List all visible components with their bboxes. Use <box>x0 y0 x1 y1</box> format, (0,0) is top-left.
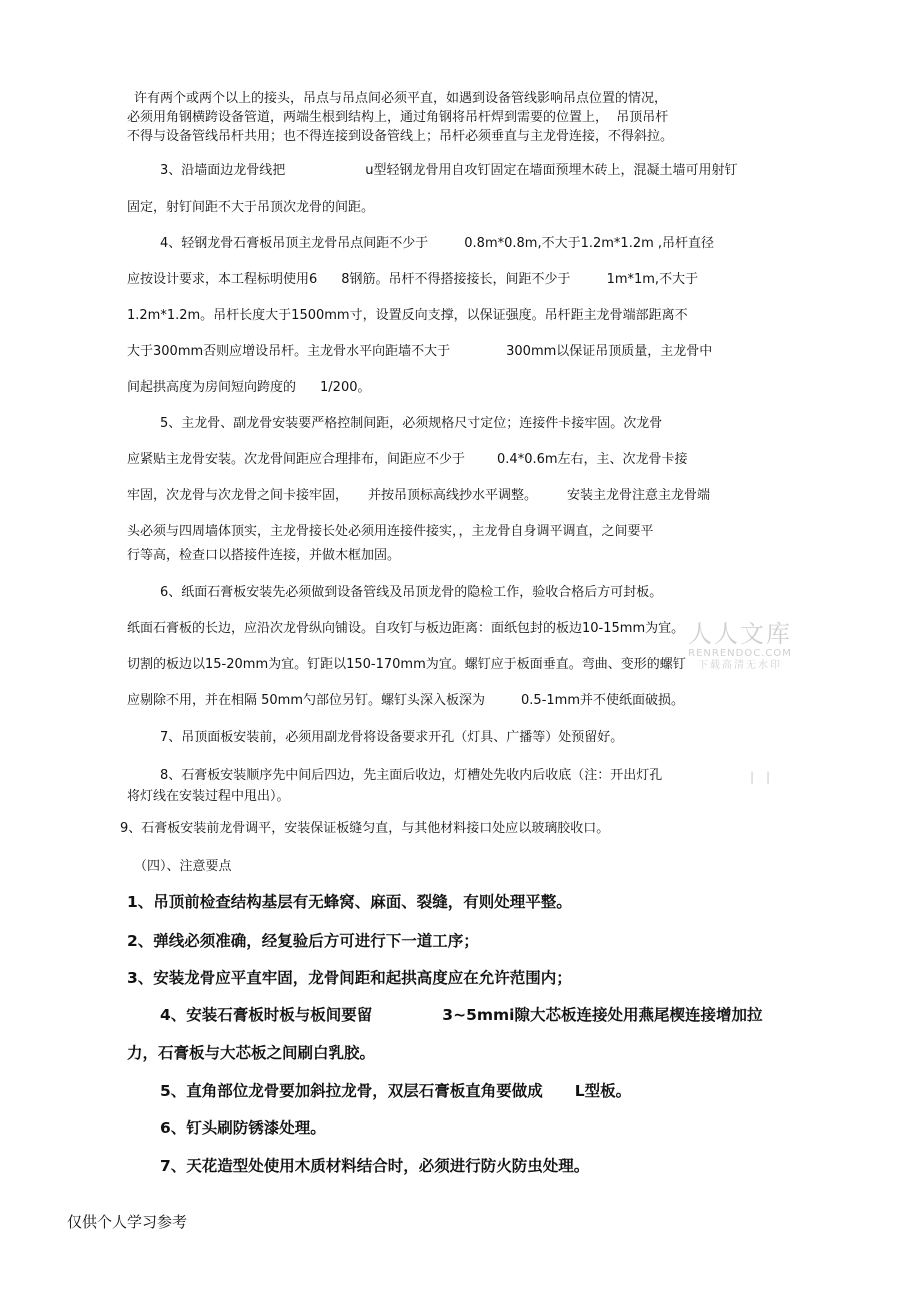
body-line: 间起拱高度为房间短向跨度的 1/200。 <box>127 380 371 395</box>
body-line: 4、轻钢龙骨石膏板吊顶主龙骨吊点间距不少于 0.8m*0.8m,不大于1.2m*1.2m ,吊杆直径 <box>160 236 715 251</box>
body-line: 9、石膏板安装前龙骨调平，安装保证板缝匀直，与其他材料接口处应以玻璃胶收口。 <box>120 821 610 836</box>
body-line: 5、主龙骨、副龙骨安装要严格控制间距，必须规格尺寸定位；连接件卡接牢固。次龙骨 <box>160 416 663 431</box>
key-point: 7、天花造型处使用木质材料结合时，必须进行防火防虫处理。 <box>160 1157 590 1175</box>
key-point: 2、弹线必须准确，经复验后方可进行下一道工序； <box>127 932 479 950</box>
body-line: 固定，射钉间距不大于吊顶次龙骨的间距。 <box>127 200 375 215</box>
key-point: 5、直角部位龙骨要加斜拉龙骨，双层石膏板直角要做成 L型板。 <box>160 1082 632 1100</box>
body-line: 将灯线在安装过程中甩出）。 <box>127 789 290 804</box>
key-point: 1、吊顶前检查结构基层有无蜂窝、麻面、裂缝，有则处理平整。 <box>127 893 572 911</box>
body-line: 3、沿墙面边龙骨线把 u型轻钢龙骨用自攻钉固定在墙面预埋木砖上，混凝土墙可用射钉 <box>160 163 738 178</box>
body-line: 8、石膏板安装顺序先中间后四边，先主面后收边，灯槽处先收内后收底（注：开出灯孔 <box>160 768 663 783</box>
body-line: 牢固，次龙骨与次龙骨之间卡接牢固， 并按吊顶标高线抄水平调整。 安装主龙骨注意主龙骨端 <box>127 488 711 503</box>
watermark <box>680 620 800 672</box>
key-point: 3、安装龙骨应平直牢固，龙骨间距和起拱高度应在允许范围内； <box>127 969 572 987</box>
key-point: 4、安装石膏板时板与板间要留 3~5mmi隙大芯板连接处用燕尾楔连接增加拉 <box>160 1006 763 1024</box>
body-line: 不得与设备管线吊杆共用；也不得连接到设备管线上；吊杆必须垂直与主龙骨连接，不得斜拉。 <box>127 129 674 144</box>
body-line: 大于300mm否则应增设吊杆。主龙骨水平向距墙不大于 300mm以保证吊顶质量，主龙骨中 <box>127 344 713 359</box>
section-heading: （四）、注意要点 <box>134 859 232 874</box>
body-line: 许有两个或两个以上的接头，吊点与吊点间必须平直，如遇到设备管线影响吊点位置的情况， <box>134 91 668 106</box>
key-point: 力，石膏板与大芯板之间刷白乳胶。 <box>127 1044 376 1062</box>
body-line: 切割的板边以15-20mm为宜。钉距以150-170mm为宜。螺钉应于板面垂直。弯曲、变形的螺钉 <box>127 657 686 672</box>
body-line: 应按设计要求，本工程标明使用6 8钢筋。吊杆不得搭接接长，间距不少于 1m*1m,不大于 <box>127 272 699 287</box>
body-line: 应紧贴主龙骨安装。次龙骨间距应合理排布，间距应不少于 0.4*0.6m左右，主、次龙骨卡接 <box>127 452 688 467</box>
watermark-domain: RENRENDOC.COM <box>688 648 792 659</box>
scan-mark: | <box>750 770 755 784</box>
watermark-title: 人人文库 <box>688 620 792 648</box>
footer-note: 仅供个人学习参考 <box>67 1213 188 1231</box>
body-line: 行等高，检查口以搭接件连接，并做木框加固。 <box>127 548 401 563</box>
body-line: 头必须与四周墙体顶实，主龙骨接长处必须用连接件接实，，主龙骨自身调平调直，之间要平 <box>127 524 654 539</box>
body-line: 1.2m*1.2m。吊杆长度大于1500mm寸，设置反向支撑，以保证强度。吊杆距主龙骨端部距离不 <box>127 308 688 323</box>
body-line: 6、纸面石膏板安装先必须做到设备管线及吊顶龙骨的隐检工作，验收合格后方可封板。 <box>160 585 663 600</box>
body-line: 应剔除不用，并在相隔 50mm勺部位另钉。螺钉头深入板深为 0.5-1mm并不使纸面破损。 <box>127 693 684 708</box>
watermark-slogan: 下载高清无水印 <box>698 660 782 671</box>
body-line: 必须用角钢横跨设备管道，两端生根到结构上，通过角钢将吊杆焊到需要的位置上， 吊顶吊杆 <box>127 110 669 125</box>
scan-mark: | <box>766 770 771 784</box>
key-point: 6、钉头刷防锈漆处理。 <box>160 1119 326 1137</box>
body-line: 7、吊顶面板安装前，必须用副龙骨将设备要求开孔（灯具、广播等）处预留好。 <box>160 730 624 745</box>
body-line: 纸面石膏板的长边，应沿次龙骨纵向铺设。自攻钉与板边距离：面纸包封的板边10-15mm为宜。 <box>127 621 685 636</box>
